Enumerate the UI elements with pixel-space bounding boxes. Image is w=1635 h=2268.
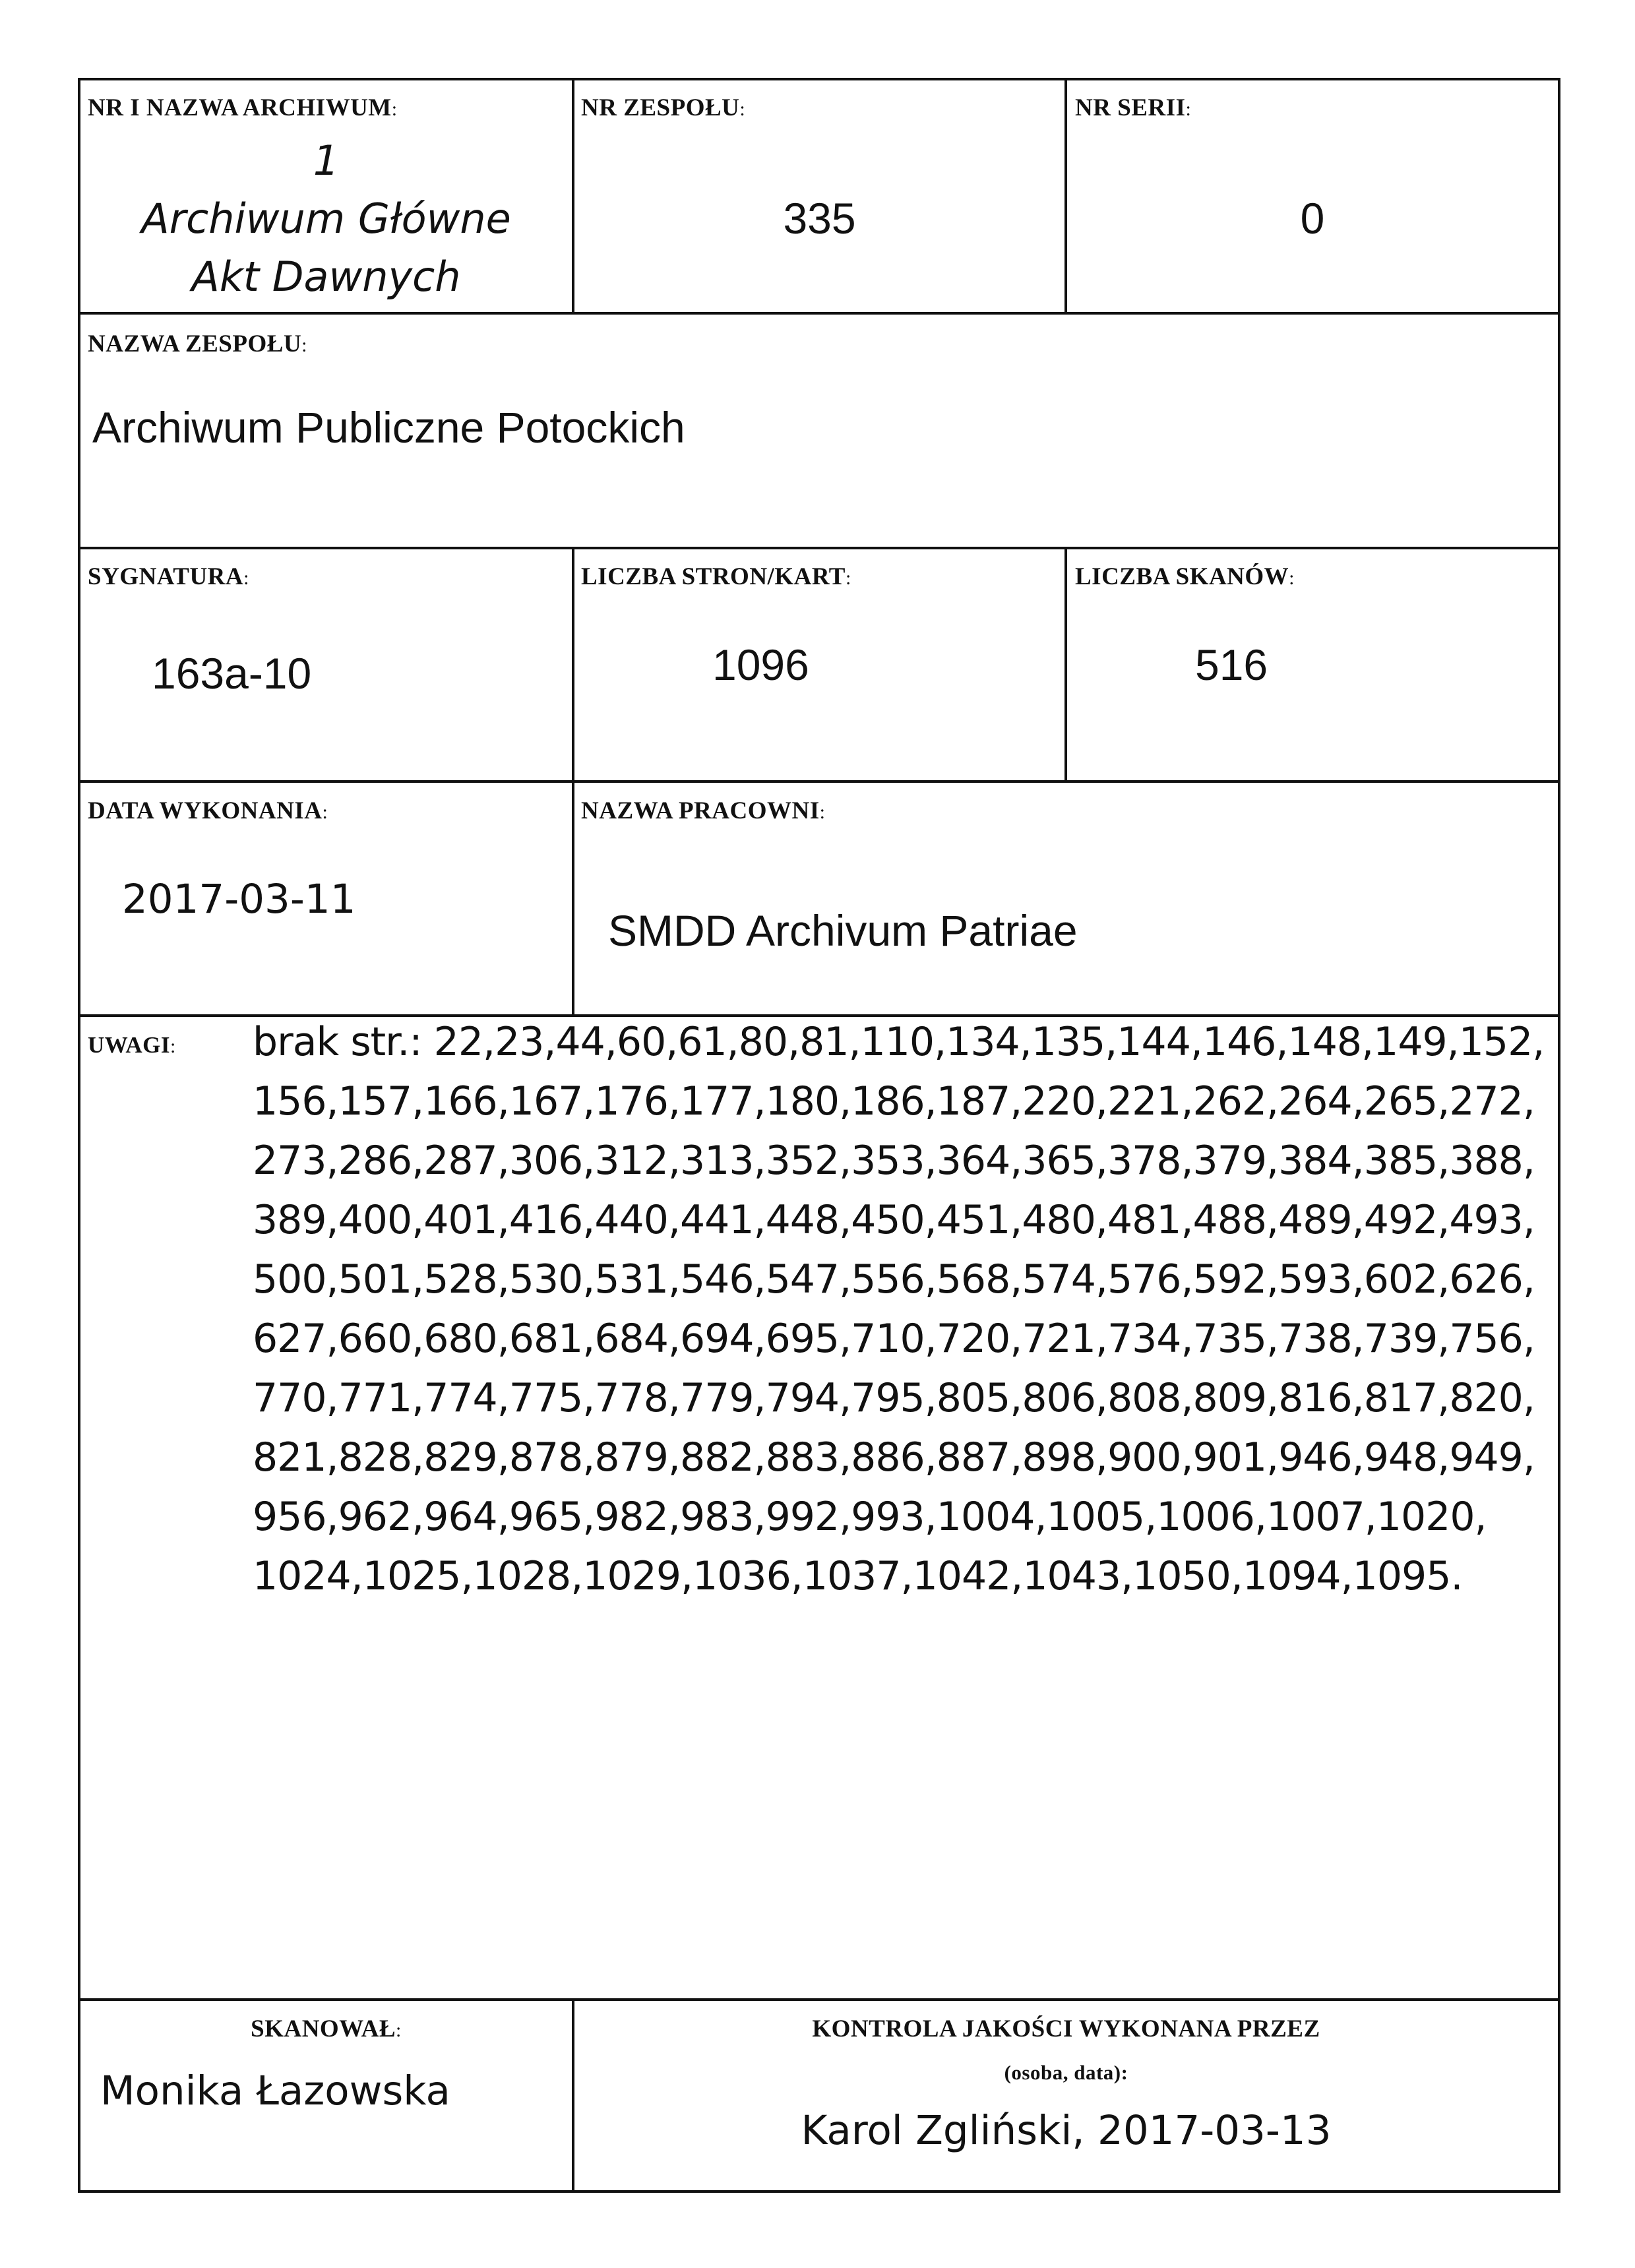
fonds-number-value: 335 [783,194,856,243]
scan-count-value: 516 [1195,640,1268,689]
frame-left-line [78,78,80,2193]
page-count-label: LICZBA STRON/KART: [581,563,851,590]
notes-line: 156,157,166,167,176,177,180,186,187,220,221,262,264,265,272, [253,1078,1535,1124]
fonds-name-label: NAZWA ZESPOŁU: [88,330,308,357]
notes-line: brak str.: 22,23,44,60,61,80,81,110,134,135,144,146,148,149,152, [253,1019,1545,1065]
row-divider-5 [78,1998,1560,2001]
col-divider-row3-a [572,547,574,783]
frame-top-line [78,78,1560,80]
archive-name-line1: Archiwum Główne [141,195,511,243]
date-done-value: 2017-03-11 [122,876,356,923]
fonds-name-value: Archiwum Publiczne Potockich [92,403,685,452]
notes-line: 273,286,287,306,312,313,352,353,364,365,378,379,384,385,388, [253,1138,1535,1184]
archive-name-line2: Akt Dawnych [191,253,461,301]
quality-control-sublabel: (osoba, data): [1004,2061,1128,2084]
archive-value [80,132,572,306]
notes-line: 389,400,401,416,440,441,448,450,451,480,481,488,489,492,493, [253,1197,1535,1243]
signature-value: 163a-10 [152,649,312,698]
notes-value [253,1012,1572,1606]
date-done-label: DATA WYKONANIA: [88,797,328,824]
quality-control-label: KONTROLA JAKOŚCI WYKONANA PRZEZ [812,2015,1320,2042]
row-divider-1 [78,312,1560,315]
signature-label: SYGNATURA: [88,563,249,590]
archive-label: NR I NAZWA ARCHIWUM: [88,94,398,121]
series-number-value: 0 [1300,194,1325,243]
archive-number: 1 [313,137,340,185]
notes-line: 956,962,964,965,982,983,992,993,1004,1005,1006,1007,1020, [253,1494,1487,1540]
row-divider-2 [78,547,1560,549]
frame-bottom-line [78,2190,1560,2193]
quality-control-value: Karol Zgliński, 2017-03-13 [801,2107,1332,2154]
notes-line: 770,771,774,775,778,779,794,795,805,806,808,809,816,817,820, [253,1375,1535,1421]
row-divider-3 [78,780,1560,783]
notes-line: 821,828,829,878,879,882,883,886,887,898,900,901,946,948,949, [253,1434,1535,1481]
page-count-value: 1096 [712,640,809,689]
scanned-by-value: Monika Łazowska [100,2068,450,2114]
notes-line: 500,501,528,530,531,546,547,556,568,574,576,592,593,602,626, [253,1256,1535,1303]
col-divider-row3-b [1064,547,1067,783]
notes-label: UWAGI: [88,1032,176,1058]
notes-line: 627,660,680,681,684,694,695,710,720,721,734,735,738,739,756, [253,1316,1535,1362]
series-number-label: NR SERII: [1075,94,1192,121]
scan-count-label: LICZBA SKANÓW: [1075,563,1295,590]
col-divider-row4 [572,780,574,1017]
fonds-number-label: NR ZESPOŁU: [581,94,746,121]
workshop-value: SMDD Archivum Patriae [608,906,1078,955]
scanned-by-label: SKANOWAŁ: [251,2015,402,2042]
workshop-label: NAZWA PRACOWNI: [581,797,826,824]
notes-line: 1024,1025,1028,1029,1036,1037,1042,1043,1050,1094,1095. [253,1553,1463,1599]
